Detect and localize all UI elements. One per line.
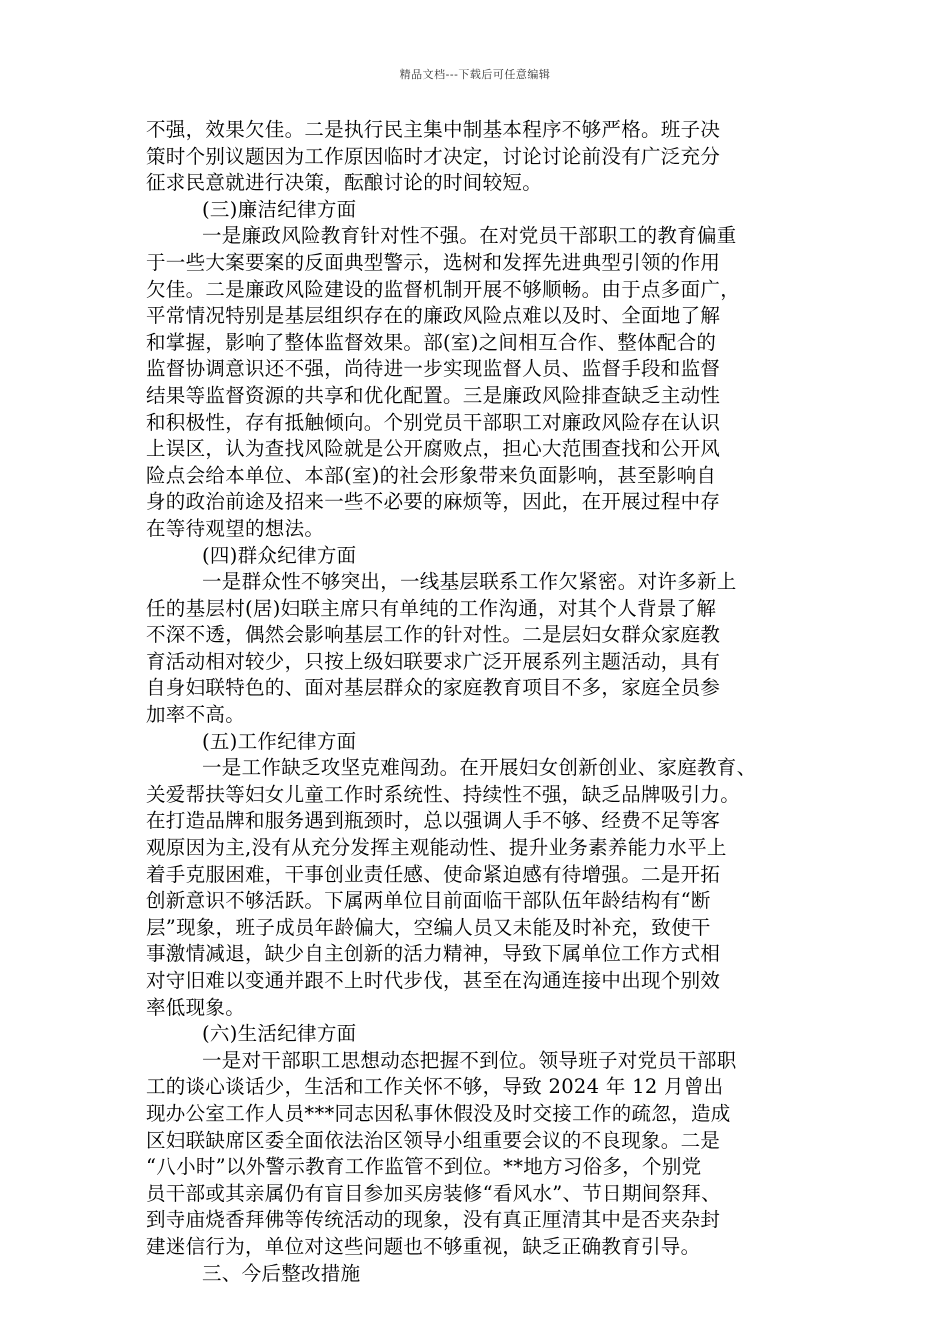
text-line: 建迷信行为，单位对这些问题也不够重视，缺乏正确教育引导。 xyxy=(146,1234,701,1258)
text-line: 事激情减退，缺少自主创新的活力精神，导致下属单位工作方式相 xyxy=(146,942,721,966)
text-line: 工的谈心谈话少，生活和工作关怀不够，导致 2024 年 12 月曾出 xyxy=(146,1075,724,1099)
text-line: 着手克服困难，干事创业责任感、使命紧迫感有待增强。二是开拓 xyxy=(146,862,721,886)
text-line: 三、今后整改措施 xyxy=(202,1261,361,1285)
text-line: 身的政治前途及招来一些不必要的麻烦等，因此，在开展过程中存 xyxy=(146,490,721,514)
text-line: “八小时”以外警示教育工作监管不到位。**地方习俗多，个别党 xyxy=(146,1155,702,1179)
text-line: 观原因为主,没有从充分发挥主观能动性、提升业务素养能力水平上 xyxy=(146,836,727,860)
text-line: 员干部或其亲属仍有盲目参加买房装修“看风水”、节日期间祭拜、 xyxy=(146,1181,721,1205)
text-line: 在打造品牌和服务遇到瓶颈时，总以强调人手不够、经费不足等客 xyxy=(146,809,721,833)
text-line: 对守旧难以变通并跟不上时代步伐，甚至在沟通连接中出现个别效 xyxy=(146,969,721,992)
text-line: (五)工作纪律方面 xyxy=(202,729,357,753)
text-line: 自身妇联特色的、面对基层群众的家庭教育项目不多，家庭全员参 xyxy=(146,676,721,700)
text-line: 到寺庙烧香拜佛等传统活动的现象，没有真正厘清其中是否夹杂封 xyxy=(146,1208,721,1232)
text-line: 于一些大案要案的反面典型警示，选树和发挥先进典型引领的作用 xyxy=(146,250,721,274)
text-line: 征求民意就进行决策，酝酿讨论的时间较短。 xyxy=(146,171,543,195)
text-line: 任的基层村(居)妇联主席只有单纯的工作沟通，对其个人背景了解 xyxy=(146,596,717,620)
text-line: 欠佳。二是廉政风险建设的监督机制开展不够顺畅。由于点多面广， xyxy=(146,277,741,301)
text-line: (三)廉洁纪律方面 xyxy=(202,197,357,221)
text-line: 不深不透，偶然会影响基层工作的针对性。二是层妇女群众家庭教 xyxy=(146,623,721,647)
text-line: 关爱帮扶等妇女儿童工作时系统性、持续性不强，缺乏品牌吸引力。 xyxy=(146,782,741,806)
text-line: 在等待观望的想法。 xyxy=(146,516,325,540)
text-line: 一是工作缺乏攻坚克难闯劲。在开展妇女创新创业、家庭教育、 xyxy=(202,756,757,780)
text-line: 育活动相对较少，只按上级妇联要求广泛开展系列主题活动，具有 xyxy=(146,649,721,673)
text-line: 监督协调意识还不强，尚待进一步实现监督人员、监督手段和监督 xyxy=(146,357,721,381)
text-line: 上误区，认为查找风险就是公开腐败点，担心大范围查找和公开风 xyxy=(146,437,721,461)
text-line: 创新意识不够活跃。下属两单位目前面临干部队伍年龄结构有“断 xyxy=(146,889,711,913)
page-header: 精品文档---下载后可任意编辑 xyxy=(399,68,551,81)
text-line: 加率不高。 xyxy=(146,703,246,727)
text-line: (四)群众纪律方面 xyxy=(202,543,357,567)
text-line: 和积极性，存有抵触倾向。个别党员干部职工对廉政风险存在认识 xyxy=(146,410,721,434)
text-line: 结果等监督资源的共享和优化配置。三是廉政风险排查缺乏主动性 xyxy=(146,383,721,407)
document-body xyxy=(146,117,806,1287)
text-line: 一是群众性不够突出，一线基层联系工作欠紧密。对许多新上 xyxy=(202,570,737,594)
text-line: 率低现象。 xyxy=(146,995,246,1019)
text-line: 险点会给本单位、本部(室)的社会形象带来负面影响，甚至影响自 xyxy=(146,463,717,487)
text-line: (六)生活纪律方面 xyxy=(202,1022,357,1046)
text-line: 一是廉政风险教育针对性不强。在对党员干部职工的教育偏重 xyxy=(202,224,737,248)
text-line: 平常情况特别是基层组织存在的廉政风险点难以及时、全面地了解 xyxy=(146,304,721,328)
text-line: 区妇联缺席区委全面依法治区领导小组重要会议的不良现象。二是 xyxy=(146,1128,721,1152)
text-line: 现办公室工作人员***同志因私事休假没及时交接工作的疏忽，造成 xyxy=(146,1101,731,1125)
text-line: 和掌握，影响了整体监督效果。部(室)之间相互合作、整体配合的 xyxy=(146,330,717,354)
text-line: 层”现象，班子成员年龄偏大，空编人员又未能及时补充，致使干 xyxy=(146,915,711,939)
text-line: 不强，效果欠佳。二是执行民主集中制基本程序不够严格。班子决 xyxy=(146,118,721,141)
text-line: 一是对干部职工思想动态把握不到位。领导班子对党员干部职 xyxy=(202,1048,737,1072)
text-line: 策时个别议题因为工作原因临时才决定，讨论讨论前没有广泛充分 xyxy=(146,144,721,168)
